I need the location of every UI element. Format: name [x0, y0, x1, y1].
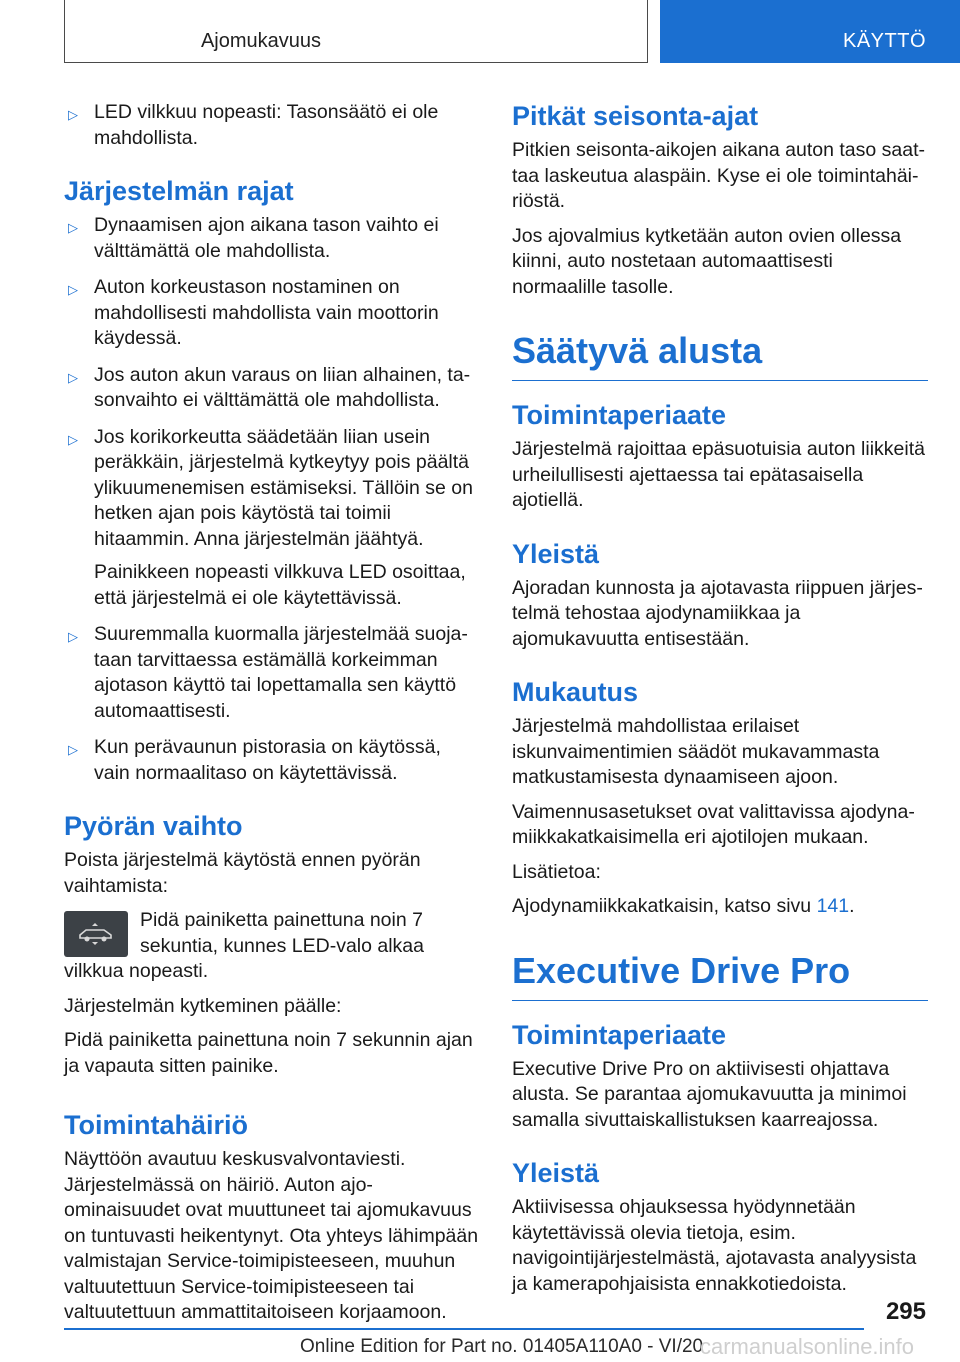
triangle-bullet-icon: ▷	[68, 220, 78, 235]
footer-edition: Online Edition for Part no. 01405A110A0 - VI/20	[300, 1336, 704, 1357]
triangle-bullet-icon: ▷	[68, 369, 78, 385]
adaptation-text-1: Järjestelmä mahdollistaa erilaiset iskunvaimentimien säädöt mukavammasta matkustamisesta dynaamiseen ajoon.	[512, 715, 880, 788]
triangle-bullet-icon: ▷	[68, 282, 78, 297]
wheel-on-text: Pidä painiketta painettuna noin 7 sekunnin ajan ja vapauta sitten painike.	[64, 1029, 473, 1077]
left-column	[64, 100, 480, 1335]
malfunction-text: Näyttöön avautuu keskusvalvontaviesti. Järjestelmässä on häiriö. Auton ajo-ominaisuudet ovat muuttuneet tai ajomukavuus on tuntuvasti heikentynyt. Ota yhteys lähimpään valmistajan Service-toimipisteeseen, muuhun valtuutettuun Service-toimipisteeseen tai valtuutettuun ammattitaitoiseen korjaamoon.	[64, 1148, 479, 1323]
car-height-button-icon	[64, 911, 128, 957]
chapter-tab-label: KÄYTTÖ	[842, 30, 926, 52]
list-item-text: Kun perävaunun pistorasia on käytössä, vain normaalitaso on käytettävissä.	[94, 736, 441, 784]
list-item-text: Suuremmalla kuormalla järjestelmää suojataan tarvittaessa estämällä korkeimman ajotason käyttö tai lopettamalla sen käyttö automaattisesti.	[94, 623, 468, 722]
heading-general: Yleistä	[512, 538, 600, 569]
list-item-text: Jos auton akun varaus on liian alhainen, tasonvaihto ei välttämättä ole mahdollista.	[94, 363, 471, 411]
limits-list	[64, 213, 480, 786]
list-item	[64, 275, 480, 352]
heading-executive-drive-pro: Executive Drive Pro	[512, 950, 928, 1001]
heading-wheel-change: Pyörän vaihto	[64, 811, 243, 841]
wheel-button-instruction	[64, 908, 480, 985]
page-header	[0, 0, 960, 66]
list-item	[64, 213, 480, 264]
wheel-on-label: Järjestelmän kytkeminen päälle:	[64, 994, 342, 1017]
heading-system-limits: Järjestelmän rajat	[64, 176, 294, 206]
adaptive-principle-text: Järjestelmä rajoittaa epäsuotuisia auton liikkeitä urheilullisesti ajettaessa tai epätasaisella ajotiellä.	[512, 438, 925, 511]
edp-general-text: Aktiivisessa ohjauksessa hyödynnetään käytettävissä olevia tietoja, esim. navigointijärjestelmästä, ajotavasta analyysista ja kamerapohjaisista ennakkotiedoista.	[512, 1196, 917, 1295]
heading-general-edp: Yleistä	[512, 1158, 600, 1188]
heading-principle-edp: Toimintaperiaate	[512, 1019, 727, 1050]
footer-divider	[64, 1328, 864, 1330]
list-item	[64, 100, 480, 151]
triangle-bullet-icon: ▷	[68, 107, 78, 122]
section-title: Ajomukavuus	[200, 30, 321, 52]
list-item	[64, 622, 480, 724]
list-item	[64, 363, 480, 414]
heading-adaptive-chassis: Säätyvä alusta	[512, 330, 928, 381]
list-item-text: LED vilkkuu nopeasti: Tasonsäätö ei ole mahdollista.	[94, 101, 439, 149]
adaptation-text-4	[512, 894, 928, 920]
chapter-tab[interactable]	[660, 0, 960, 63]
watermark: carmanualsonline.info	[700, 1334, 915, 1359]
wheel-button-text: Pidä painiketta painettuna noin 7 sekuntia, kunnes LED-valo alkaa vilkkua nopeasti.	[64, 909, 424, 982]
crossref-text: Ajodynamiikkakatkaisin, katso sivu	[512, 895, 812, 917]
heading-malfunction: Toimintahäiriö	[64, 1110, 249, 1140]
adaptation-text-3: Lisätietoa:	[512, 860, 601, 883]
triangle-bullet-icon: ▷	[68, 431, 78, 447]
wheel-intro: Poista järjestelmä käytöstä ennen pyörän vaihtamista:	[64, 849, 421, 897]
list-item	[64, 735, 480, 786]
adaptive-general-text: Ajoradan kunnosta ja ajotavasta riippuen järjestelmä tehostaa ajodynamiikkaa ja ajomukavuutta entisestään.	[512, 576, 923, 650]
right-column	[512, 100, 928, 1306]
page-link[interactable]: 141	[816, 895, 850, 917]
triangle-bullet-icon: ▷	[68, 629, 78, 644]
heading-principle: Toimintaperiaate	[512, 400, 727, 430]
list-item	[64, 425, 480, 612]
list-item-text: Auton korkeustason nostaminen on mahdollisesti mahdollista vain moottorin käydessä.	[94, 276, 439, 349]
heading-long-parking: Pitkät seisonta-ajat	[512, 101, 759, 131]
parking-text-2: Jos ajovalmius kytketään auton ovien ollessa kiinni, auto nostetaan automaattisesti normaalille tasolle.	[512, 224, 902, 298]
edp-principle-text: Executive Drive Pro on aktiivisesti ohjattava alusta. Se parantaa ajomukavuutta ja minimoi samalla sivuttaiskallistuksen kaarreajossa.	[512, 1057, 907, 1131]
triangle-bullet-icon: ▷	[68, 742, 78, 757]
list-item-text: Jos korikorkeutta säädetään liian usein peräkkäin, järjestelmä kytkeytyy pois päältä ylikuumenemisen estämiseksi. Tällöin se on hetken ajan pois käytöstä tai toimii hitaammin. Anna järjestelmän jäähtyä.	[94, 425, 473, 550]
list-item-text: Painikkeen nopeasti vilkkuva LED osoittaa, että järjestelmä ei ole käytettävissä.	[94, 561, 466, 609]
adaptation-text-2: Vaimennusasetukset ovat valittavissa ajodynamiikkakatkaisimella eri ajotilojen mukaan.	[512, 800, 915, 848]
heading-adaptation: Mukautus	[512, 677, 639, 707]
list-item-text: Dynaamisen ajon aikana tason vaihto ei välttämättä ole mahdollista.	[94, 214, 439, 262]
page-number: 295	[885, 1298, 926, 1325]
section-header-box	[64, 0, 648, 63]
crossref-period: .	[849, 895, 855, 917]
parking-text-1: Pitkien seisonta-aikojen aikana auton taso saattaa laskeutua alaspäin. Kyse ei ole toimintahäiriöstä.	[512, 139, 926, 212]
